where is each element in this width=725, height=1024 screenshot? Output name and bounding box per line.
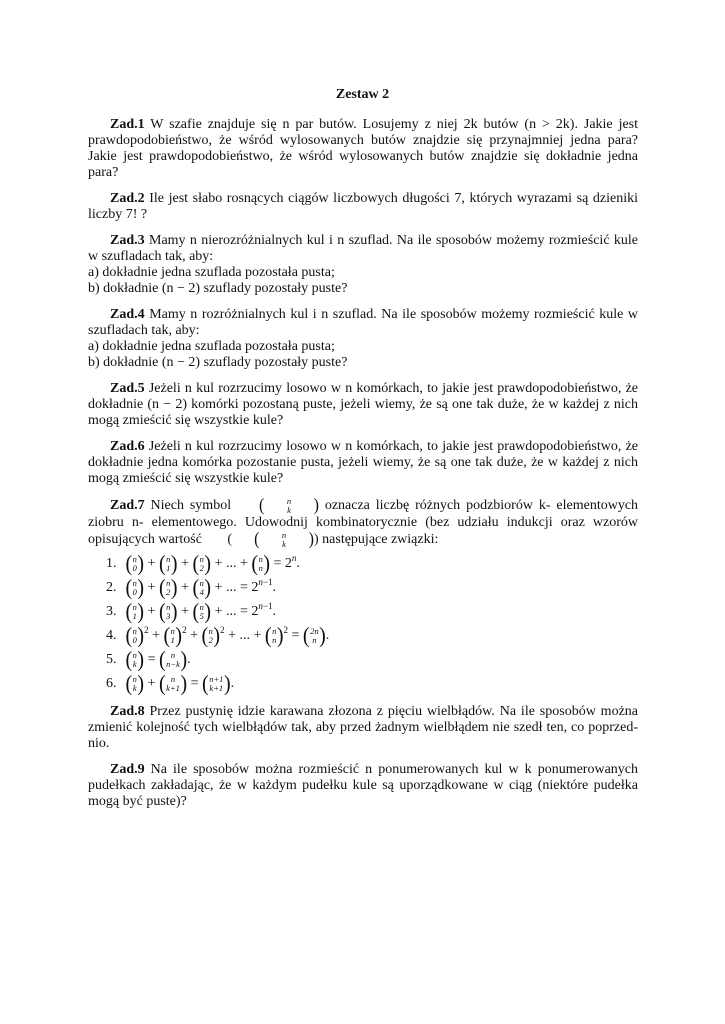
formula-1: 1. ( n 0 ) + ( n 1 ) + ( n 2 ) + ... + ( n n ) = $2^n$.	[106, 551, 300, 576]
problem-text: wartość	[158, 532, 202, 548]
problem-label: Zad.7	[110, 498, 145, 514]
problem-text-line: pudełkach zakładając, że w każdym pudełku kule są uporządkowane w ciąg (niektóre pudełka	[88, 778, 638, 793]
problem-text-line: Mamy n rozróżnialnych kul i n szuflad. Na ile sposobów możemy rozmieścić kule w	[149, 307, 638, 322]
problem-text: Niech symbol	[150, 498, 232, 514]
problem-text-line: Mamy n nierozróżnialnych kul i n szuflad. Na ile sposobów możemy rozmieścić kule	[149, 233, 639, 248]
problem-text-line: szufladach tak, aby:	[88, 323, 200, 338]
page-title: Zestaw 2	[335, 87, 390, 102]
problem-3	[88, 233, 638, 297]
problem-subitem-a: a) dokładnie jedna szuflada pozostała pusta;	[88, 265, 335, 280]
formula-list	[88, 553, 638, 694]
problem-text-line: w szufladach tak, aby:	[88, 249, 214, 264]
problem-text: oznacza liczbę różnych podzbiorów k- elementowych ziobru n-	[88, 498, 639, 530]
problem-text-line: zmienić kolejność tych wielbłądów tak, aby przed żadnym wielbłądem nie szedł ten, co poprzed-	[88, 720, 638, 735]
problem-2	[88, 191, 638, 223]
problem-label: Zad.2	[110, 191, 145, 206]
formula-5: 5. ( n k ) = ( n n−k ) .	[106, 647, 191, 672]
problem-label: Zad.9	[110, 762, 145, 777]
problem-text-line: Jeżeli n kul rozrzucimy losowo w n komórkach, to jakie jest prawdopodobieństwo,	[148, 381, 622, 396]
problem-text: elementowego. Udowodnij kombinatorycznie (bez udziału indukcji oraz wzorów opisujących	[88, 515, 638, 548]
problem-text-line: że dokładnie (n − 2) komórki pozostaną puste, jeżeli wiemy, że są one tak duże, że w każdej z	[88, 381, 638, 412]
formula-number: 2.	[106, 580, 117, 595]
formula-2: 2. ( n 0 ) + ( n 2 ) + ( n 4 ) + ... = $2^{n-1}$.	[106, 575, 276, 600]
problem-subitem-b: b) dokładnie (n − 2) szuflady pozostały puste?	[88, 355, 348, 370]
problem-label: Zad.3	[110, 233, 145, 248]
problem-text-line: Jakie jest prawdopodobieństwo, że wśród wylosowanych butów znajdzie się dokładnie jedna	[88, 149, 638, 164]
problem-text-line: Przez pustynię idzie karawana złozona z pięciu wielbłądów. Na ile sposobów można	[149, 704, 638, 719]
formula-3: 3. ( n 1 ) + ( n 3 ) + ( n 5 ) + ... = $2^{n-1}$.	[106, 599, 276, 624]
problem-text-line: Jeżeli n kul rozrzucimy losowo w n komórkach, to jakie jest prawdopodobieństwo,	[148, 439, 622, 454]
problem-subitem-a: a) dokładnie jedna szuflada pozostała pusta;	[88, 339, 335, 354]
formula-number: 5.	[106, 652, 117, 667]
problem-text-line: para?	[88, 165, 119, 180]
problem-list	[88, 117, 638, 820]
problem-text: ) następujące związki:	[314, 532, 439, 548]
problem-text-line: nich mogą zmieścić się wszystkie kule?	[88, 455, 639, 486]
problem-5	[88, 381, 638, 429]
problem-text-line: nich mogą zmieścić się wszystkie kule?	[88, 397, 638, 428]
problem-label: Zad.4	[110, 307, 145, 322]
problem-6	[88, 439, 638, 487]
problem-text-line: Na ile sposobów można rozmieścić n ponumerowanych kul w k ponumerowanych	[150, 762, 638, 777]
formula-number: 6.	[106, 676, 117, 691]
problem-text-line: że dokładnie jedna komórka pozostanie pusta, jeżeli wiemy, że są one tak duże, że w każdej z	[88, 439, 638, 470]
formula-6: 6. ( n k ) + ( n k+1 ) = ( n+1 k+1 ) .	[106, 671, 235, 696]
problem-label: Zad.8	[110, 704, 145, 719]
problem-text-line: Ile jest słabo rosnących ciągów liczbowych długości 7, których wyrazami są dzieniki	[149, 191, 638, 206]
problem-text-line: W szafie znajduje się n par butów. Losujemy z niej 2k butów (n > 2k). Jakie	[150, 117, 613, 132]
problem-label: Zad.1	[110, 117, 145, 132]
problem-text-line: nio.	[88, 736, 110, 751]
formula-number: 1.	[106, 556, 117, 571]
problem-9	[88, 762, 638, 810]
problem-text-line: jest prawdopodobieństwo, że wśród wylosowanych butów znajdzie się przynajmniej jedna para?	[88, 117, 639, 148]
problem-text-line: liczby 7! ?	[88, 207, 148, 222]
problem-label: Zad.5	[110, 381, 145, 396]
binomial-symbol: ( ( n k )	[227, 530, 314, 549]
problem-subitem-b: b) dokładnie (n − 2) szuflady pozostały puste?	[88, 281, 348, 296]
problem-text-line: mogą być puste)?	[88, 794, 187, 809]
formula-4: 4. ( n 0 ) $^2$ + ( n 1 ) $^2$ + ( n 2 ) $^2$ + ... + ( n n ) $^2$ = ( 2n n ) .	[106, 623, 330, 648]
problem-7	[88, 497, 638, 694]
problem-4	[88, 307, 638, 371]
formula-number: 4.	[106, 628, 117, 643]
problem-1	[88, 117, 638, 181]
formula-number: 3.	[106, 604, 117, 619]
problem-8	[88, 704, 638, 752]
binomial-symbol: ( n k )	[259, 496, 319, 515]
problem-label: Zad.6	[110, 439, 145, 454]
